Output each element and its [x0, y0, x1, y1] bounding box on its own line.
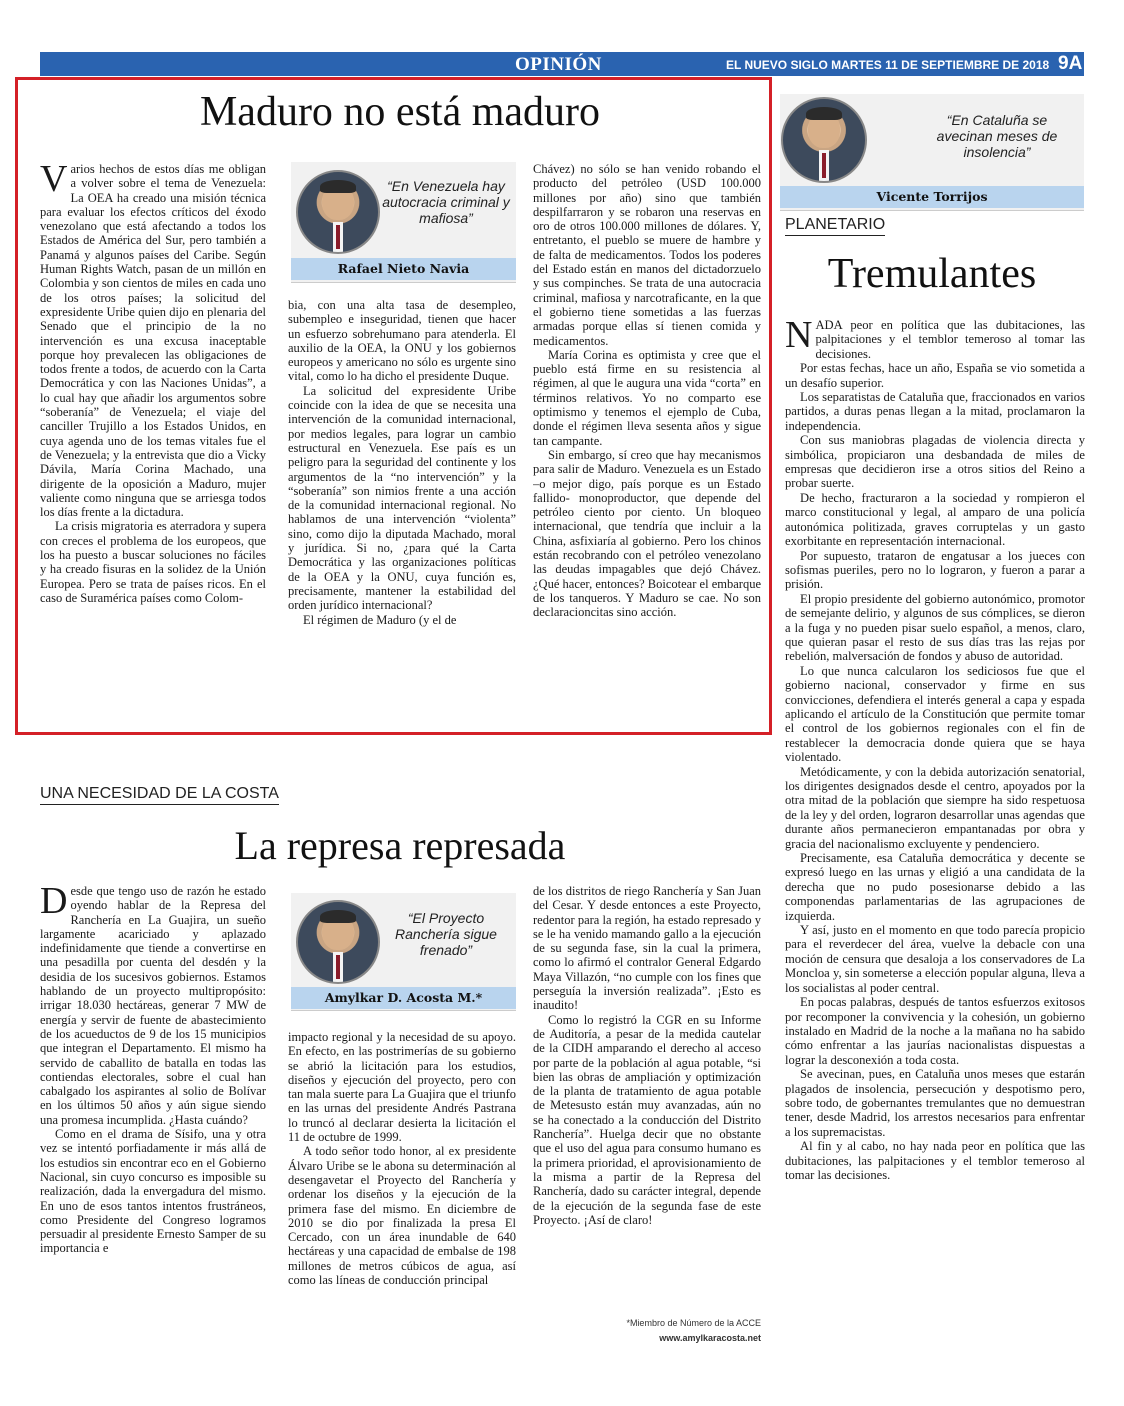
- paragraph: Metódicamente, y con la debida autorización senatorial, los dirigentes designados desde el centro, apoyados por la otra mitad de la población que siempre ha sido respetuosa de la ley y del orden, lograron desarrollar unas agendas que durante años permanecieron empantanadas por obra y gracia del nacionalismo excluyente y pendenciero.: [785, 764, 1085, 851]
- paragraph: Los separatistas de Cataluña que, fraccionados en varios partidos, a duras penas llegan a la mitad, proclamaron la independencia.: [785, 390, 1085, 433]
- paragraph: arios hechos de estos días me obligan a volver sobre el tema de Venezuela: La OEA ha creado una misión técnica para evaluar los efectos críticos del éxodo venezolano que está afectando a todos los Estados de América del Sur, pero también a Panamá y algunos países del Caribe. Según Human Rights Watch, pasan de un millón en Colombia y son cientos de miles en cada uno de los otros países; la solicitud del expresidente Uribe quien dijo en plenaria del Senado que el principio de la no intervención es una excusa inaceptable porque hoy prevalecen las obligaciones de todos frente a todos, de acuerdo con la Carta Democrática y con las Naciones Unidas”, a lo cual hay que añadir los argumentos sobre “soberanía” de Venezuela; el viaje del canciller Trujillo a los Estados Unidos, en cuya agenda uno de los temas vitales fue el de Venezuela; y la entrevista que dio a Vicky Dávila, María Corina Machado, una dirigente de la oposición a Maduro, mujer valiente como ninguna que se arriesga todos los días frente a la dictadura.: [40, 162, 266, 520]
- paragraph: La crisis migratoria es aterradora y supera con creces el problema de los europeos, que los ha puesto a buscar soluciones no fáciles y ha creado fisuras en la solidez de la Unión Europea. Pero se trata de países ricos. En el caso de Suramérica países como Colom-: [40, 519, 266, 605]
- paragraph: NADA peor en política que las dubitaciones, las palpitaciones y el temblor temeroso al tomar las decisiones.: [785, 318, 1085, 361]
- article-represa-col3: [533, 884, 761, 1316]
- article-maduro-col3: [533, 162, 761, 720]
- page-number: 9A: [1058, 53, 1083, 74]
- paragraph: Al fin y al cabo, no hay nada peor en política que las dubitaciones, las palpitaciones y el temblor temeroso al tomar las decisiones.: [785, 1139, 1085, 1182]
- paragraph: bia, con una alta tasa de desempleo, subempleo e inseguridad, tienen que hacer un esfuerzo sobrehumano para atenderla. El auxilio de la OEA, la ONU y los gobiernos europeos y americano no sólo es urgente sino vital, como lo ha dicho el presidente Duque.: [288, 298, 516, 384]
- paragraph: Se avecinan, pues, en Cataluña unos meses que estarán plagados de insolencia, persecución y despotismo pero, sobre todo, de gobernantes tremulantes que no demuestran tener, desde Madrid, los arrestos necesarios para enfrentar a los supremacistas.: [785, 1067, 1085, 1139]
- article-headline-tremulantes: Tremulantes: [827, 251, 1037, 297]
- paragraph: Por estas fechas, hace un año, España se vio sometida a un desafío superior.: [785, 361, 1085, 390]
- paragraph: impacto regional y la necesidad de su apoyo. En efecto, en las postrimerías de su gobierno se abrió la licitación para los estudios, diseños y ejecución del proyecto, pero con tan mala suerte para La Guajira que el triunfo en las urnas del presidente Andrés Pastrana lo truncó al declarar desierta la licitación el 11 de octubre de 1999.: [288, 1030, 516, 1145]
- paragraph: El régimen de Maduro (y el de: [303, 612, 457, 627]
- paragraph: De hecho, fracturaron a la sociedad y rompieron el marco constitucional y legal, al amparo de una policía autonómica politizada, graves corruptelas y un gasto exorbitante en representación internacional.: [785, 490, 1085, 549]
- publication-date-line: EL NUEVO SIGLO MARTES 11 DE SEPTIEMBRE DE 2018: [726, 58, 1050, 72]
- article-tremulantes-body: [785, 318, 1085, 1358]
- paragraph: A todo señor todo honor, al ex presidente Álvaro Uribe se le abona su determinación al desengavetar el Proyecto del Ranchería y ordenar los diseños y la ejecución de la primera fase del mismo. En diciembre de 2010 se dio por finalizada la presa El Cercado, con un área inundable de 640 hectáreas y una capacidad de embalse de 198 millones de metros cúbicos de agua, así como las líneas de conducción principal: [288, 1144, 516, 1288]
- paragraph: Lo que nunca calcularon los sediciosos fue que el gobierno nacional, conservador y firme en sus convicciones, defendiera el interés general a capa y espada aplicando el artículo de la Constitución que permite tomar el control de los gobiernos regionales con el fin de restablecer la democracia donde quiera que se haya violentado.: [785, 663, 1085, 765]
- kicker-costa: UNA NECESIDAD DE LA COSTA: [40, 785, 279, 805]
- author-website: www.amylkaracosta.net: [659, 1333, 761, 1343]
- author-name-nieto: Rafael Nieto Navia: [291, 258, 516, 280]
- paragraph: Por supuesto, trataron de engatusar a los jueces con sofismas pueriles, pero no lo lograron, y fueron a parar a prisión.: [785, 548, 1085, 592]
- paragraph: En pocas palabras, después de tantos esfuerzos exitosos por recomponer la convivencia y la cohesión, un gobierno instalado en Madrid de la noche a la mañana no ha sabido cómo enfrentar a las jaurías nacionalistas dispuestas a lograr la desconexión a toda costa.: [785, 995, 1085, 1067]
- article-represa-col1: Desde que tengo uso de razón he estado oyendo hablar de la Represa del Ranchería en La Guajira, un sueño largamente acariciado y aplazado indefinidamente que tiende a convertirse en una pesadilla por cuenta del desdén y la desidia de los sucesivos gobiernos. Estamos hablando de un proyecto multipropósito: irrigar 18.030 hectáreas, generar 7 MW de energía y servir de fuente de abastecimiento de los acueductos de 9 de los 15 municipios que integran el Departamento. El mismo ha servido de caballito de batalla en todas las contiendas electorales, sobre el cual han cabalgado los aspirantes al solio de Bolívar en los últimos 50 años y aún sigue siendo una promesa incumplida. ¿Hasta cuándo? Como en el drama de Sísifo, una y otra vez se intentó porfiadamente ir más allá de los estudios sin encontrar eco en el Gobierno Nacional, sin cuyo concurso es imposible su realización, dada la envergadura del mismo. En uno de esos tantos intentos frustráneos, como Presidente del Congreso logramos persuadir al presidente Ernesto Samper de su importancia e: [40, 884, 266, 1256]
- author-name-torrijos: Vicente Torrijos: [780, 186, 1084, 208]
- article-headline-represa: La represa represada: [234, 823, 566, 868]
- paragraph: Y así, justo en el momento en que todo parecía propicio para el reverdecer del área, vuelve la debacle con una moción de censura que desaloja a los conservadores de La Moncloa y, sin someterse a elección popular alguna, lleva a los socialistas al poder central.: [785, 923, 1085, 995]
- paragraph: Precisamente, esa Cataluña democrática y decente se expresó luego en las urnas y eligió a una candidata de la derecha que no pudo posesionarse debido a las componendas parlamentarias de las agrupaciones de izquierda.: [785, 851, 1085, 923]
- paragraph: Chávez) no sólo se han venido robando el producto del petróleo (USD 100.000 millones por año) sino que también despilfarraron y se robaron una reservas en oro de otros 100.000 millones de dólares. Y, entretanto, el pueblo se muere de hambre y de falta de medicamentos. Todos los poderes del Estado están en manos del dictadorzuelo y sus compinches. Se trata de una autocracia criminal, mafiosa y narcotraficante, en la que el gobierno tiene sometidas a las fuerzas armadas porque ellas sí tienen comida y medicamentos.: [533, 162, 761, 348]
- paragraph: Sin embargo, sí creo que hay mecanismos para salir de Maduro. Venezuela es un Estado –o mejor digo, país porque es un Estado fallido- monoproductor, que depende del petróleo ciento por ciento. Un bloqueo internacional, que tendría que incluir a la China, asfixiaría al gobierno. Pero los chinos están recobrando con el petróleo venezolano las deudas impagables que dejó Chávez. ¿Qué hacer, entonces? Boicotear el embarque de los tanqueros. Y Maduro se cae. No son declaracioncitas sino acción.: [533, 447, 761, 620]
- author-photo-torrijos: [781, 97, 867, 183]
- article-maduro-col2: [288, 298, 516, 720]
- article-maduro-col1: Varios hechos de estos días me obligan a volver sobre el tema de Venezuela: La OEA ha creado una misión técnica para evaluar los efectos críticos del éxodo venezolano que está afectando a todos los Estados de América del Sur, pero también a Panamá y algunos países del Caribe. Según Human Rights Watch, pasan de un millón en Colombia y son cientos de miles en cada uno de los otros países; la solicitud del expresidente Uribe quien dijo en plenaria del Senado que el principio de la no intervención es una excusa inaceptable porque hoy prevalecen las obligaciones de todos frente a todos, de acuerdo con la Carta Democrática y con las Naciones Unidas”, a lo cual hay que añadir los argumentos sobre “soberanía” de Venezuela; el viaje del canciller Trujillo a los Estados Unidos, en cuya agenda uno de los temas vitales fue el de Venezuela; y la entrevista que dio a Vicky Dávila, María Corina Machado, una dirigente de la oposición a Maduro, mujer valiente como ninguna que se arriesga todos los días frente a la dictadura. La crisis migratoria es aterradora y supera con creces el problema de los europeos, que los ha puesto a buscar soluciones no fáciles y ha creado fisuras en la solidez de la Unión Europea. Pero se trata de países ricos. En el caso de Suramérica países como Colom-: [40, 162, 266, 605]
- author-footnote: *Miembro de Número de la ACCE: [626, 1318, 761, 1328]
- paragraph: La solicitud del expresidente Uribe coincide con la idea de que se necesita una intervención de la comunidad internacional, por medios legales, para lograr un cambio estructural en Venezuela. Ese país es un peligro para la seguridad del continente y los argumentos de la “no intervención” y la “soberanía” son nimios frente a una acción de la comunidad internacional regional. No hablamos de una intervención “violenta” sino, como dijo la diputada Machado, moral y jurídica. Si no, ¿para qué la Carta Democrática y las organizaciones políticas de la OEA y la ONU, cuya función es, precisamente, mantener la estabilidad del orden jurídico internacional?: [288, 383, 516, 613]
- article-headline-maduro: Maduro no está maduro: [199, 89, 601, 135]
- paragraph: Como lo registró la CGR en su Informe de Auditoría, a pesar de la medida cautelar de la CIDH amparando el derecho al acceso por parte de la población al agua potable, “si bien las obras de ampliación y optimización de la planta de tratamiento de agua potable de Metesusto están muy avanzadas, aún no se ha conectado a la conducción del Distrito Ranchería”. Huelga decir que no obstante que el uso del agua para consumo humano es la primera prioridad, el aprovisionamiento de la misma a partir de la Represa del Ranchería, dado su carácter integral, depende de la ejecución de la segunda fase de este Proyecto. ¡Así de claro!: [533, 1012, 761, 1227]
- author-photo-acosta: [296, 900, 380, 984]
- article-represa-col2: [288, 1030, 516, 1354]
- paragraph: El propio presidente del gobierno autonómico, promotor de semejante delirio, y algunos de sus cómplices, se dieron a la fuga y no pueden pisar suelo español, a menos, claro, que quieran pasar el resto de sus días tras las rejas por rebelión, malversación de fondos y abuso de autoridad.: [785, 591, 1085, 664]
- section-title: OPINIÓN: [515, 54, 602, 75]
- pullquote-represa: “El Proyecto Ranchería sigue frenado”: [395, 910, 497, 958]
- paragraph: esde que tengo uso de razón he estado oyendo hablar de la Represa del Ranchería en La Guajira, un sueño largamente acariciado y aplazado indefinidamente que tiende a convertirse en una pesadilla por cuenta del desdén y la desidia de los sucesivos gobiernos. Estamos hablando de un proyecto multipropósito: irrigar 18.030 hectáreas, generar 7 MW de energía y servir de fuente de abastecimiento de los acueductos de 9 de los 15 municipios que integran el Departamento. El mismo ha servido de caballito de batalla en todas las contiendas electorales, sobre el cual han cabalgado los aspirantes al solio de Bolívar en los últimos 50 años y aún sigue siendo una promesa incumplida. ¿Hasta cuándo?: [40, 884, 266, 1127]
- paragraph: Como en el drama de Sísifo, una y otra vez se intentó porfiadamente ir más allá de los estudios sin encontrar eco en el Gobierno Nacional, sin cuyo concurso es imposible su realización, dada la envergadura del mismo. En uno de esos tantos intentos frustráneos, como Presidente del Congreso logramos persuadir al presidente Ernesto Samper de su importancia e: [40, 1127, 266, 1256]
- kicker-planetario: PLANETARIO: [785, 216, 885, 236]
- paragraph: Con sus maniobras plagadas de violencia directa y simbólica, propiciaron una desbandada de miles de empresas que decidieron irse a otros sitios del Reino a probar suerte.: [785, 433, 1085, 491]
- paragraph: de los distritos de riego Ranchería y San Juan del Cesar. Y desde entonces a este Proyecto, redentor para la región, ha estado represado y se le ha venido mamando gallo a la ejecución de su segunda fase, sin la cual la primera, como lo afirmó el contralor General Edgardo Maya Villazón, “no cumple con los fines que perseguía la inversión realizada”. ¡Esto es inaudito!: [533, 884, 761, 1013]
- pullquote-maduro: “En Venezuela hay autocracia criminal y mafiosa”: [382, 178, 510, 226]
- author-photo-nieto: [296, 170, 380, 254]
- pullquote-torrijos: “En Cataluña se avecinan meses de insolencia”: [936, 112, 1058, 160]
- author-name-acosta: Amylkar D. Acosta M.*: [291, 987, 516, 1009]
- drop-cap: N: [785, 318, 813, 356]
- paragraph: María Corina es optimista y cree que el pueblo está firme en su resistencia al régimen, al que le augura una vida “corta” en términos relativos. Yo no comparto ese optimismo y tenemos el ejemplo de Cuba, donde el régimen lleva sesenta años y sigue tan campante.: [533, 347, 761, 448]
